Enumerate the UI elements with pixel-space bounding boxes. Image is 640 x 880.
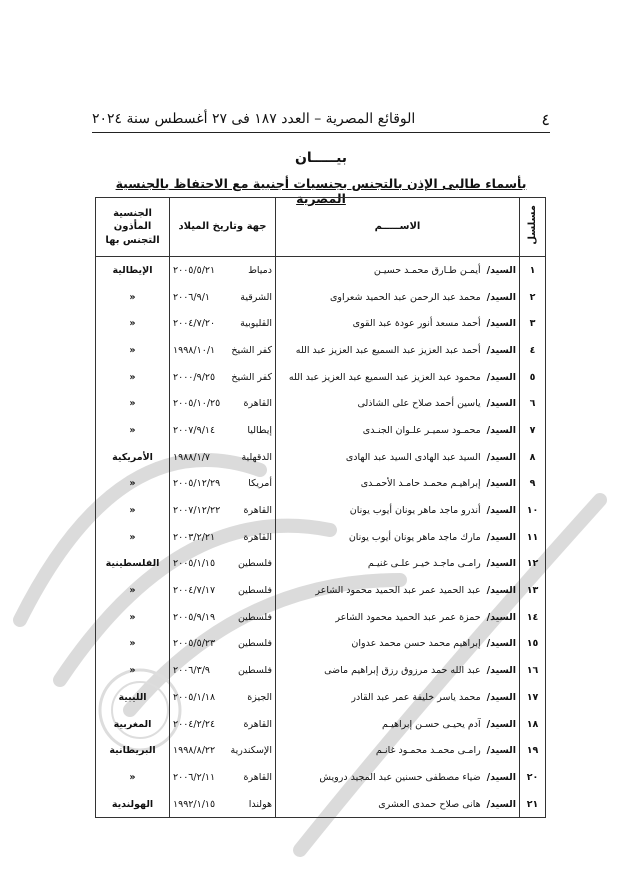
row-name-cell — [276, 497, 520, 524]
row-prefix: السيد/ — [486, 771, 516, 783]
row-nationality: المغربية — [96, 711, 170, 738]
row-serial: ٢ — [520, 284, 546, 311]
row-place: القاهرة — [243, 531, 272, 543]
row-place: القاهرة — [243, 398, 272, 410]
row-serial: ١٤ — [520, 604, 546, 631]
row-birth-cell — [170, 604, 276, 631]
row-place: أمريكا — [248, 478, 272, 490]
row-serial: ٢١ — [520, 791, 546, 818]
row-nationality: الفلسطينية — [96, 551, 170, 578]
header-name: الاســـــم — [276, 198, 520, 257]
table-row — [96, 551, 546, 578]
row-place: القاهرة — [243, 718, 272, 730]
table-row — [96, 737, 546, 764]
row-prefix: السيد/ — [486, 585, 516, 597]
table-row — [96, 764, 546, 791]
row-birth-cell — [170, 524, 276, 551]
row-prefix: السيد/ — [486, 264, 516, 276]
row-nationality: « — [96, 417, 170, 444]
table-body — [96, 257, 546, 818]
row-place: الشرقية — [240, 291, 272, 303]
row-prefix: السيد/ — [486, 291, 516, 303]
row-date: ٢٠٠٥/١٠/٢٥ — [173, 398, 221, 410]
row-serial: ١٨ — [520, 711, 546, 738]
row-date: ١٩٨٨/١/٧ — [173, 451, 211, 463]
row-birth-cell — [170, 737, 276, 764]
row-place: فلسطين — [237, 638, 272, 650]
table-row — [96, 791, 546, 818]
row-prefix: السيد/ — [486, 531, 516, 543]
row-date: ١٩٩٢/١/١٥ — [173, 798, 216, 810]
row-name-cell — [276, 764, 520, 791]
row-name: رامـى ماجـد خيـر علـى غنيـم — [367, 558, 481, 570]
row-birth-cell — [170, 471, 276, 498]
row-name: محمد ياسر خليفة عمر عبد القادر — [351, 691, 481, 703]
row-place: الإسكندرية — [230, 745, 272, 757]
row-place: دمياط — [248, 264, 272, 276]
row-serial: ١٢ — [520, 551, 546, 578]
row-name: هانى صلاح حمدى العشرى — [378, 798, 481, 810]
row-prefix: السيد/ — [486, 371, 516, 383]
row-name-cell — [276, 604, 520, 631]
row-name-cell — [276, 364, 520, 391]
table-row — [96, 631, 546, 658]
row-name: محمـود سميـر علـوان الجنـدى — [362, 424, 481, 436]
row-serial: ١١ — [520, 524, 546, 551]
row-nationality: « — [96, 497, 170, 524]
row-birth-cell — [170, 310, 276, 337]
row-name: ضياء مصطفى حسنين عبد المجيد درويش — [319, 771, 481, 783]
row-prefix: السيد/ — [486, 398, 516, 410]
table-row — [96, 257, 546, 284]
row-nationality: « — [96, 310, 170, 337]
row-prefix: السيد/ — [486, 638, 516, 650]
row-name: أحمد مسعد أنور عودة عبد القوى — [352, 318, 481, 330]
header-serial: مسلسل — [520, 198, 546, 257]
row-nationality: الهولندية — [96, 791, 170, 818]
row-serial: ١٩ — [520, 737, 546, 764]
row-serial: ٤ — [520, 337, 546, 364]
row-place: فلسطين — [237, 558, 272, 570]
row-name-cell — [276, 577, 520, 604]
row-nationality: « — [96, 604, 170, 631]
row-nationality: « — [96, 284, 170, 311]
row-date: ٢٠٠٥/٩/١٩ — [173, 611, 216, 623]
row-place: القليوبية — [240, 318, 272, 330]
row-birth-cell — [170, 284, 276, 311]
row-name-cell — [276, 471, 520, 498]
table-row — [96, 310, 546, 337]
row-nationality: « — [96, 364, 170, 391]
table-row — [96, 444, 546, 471]
table-row — [96, 337, 546, 364]
row-date: ٢٠٠٥/١/١٥ — [173, 558, 216, 570]
row-name: أندرو ماجد ماهر يونان أيوب يونان — [349, 505, 481, 517]
row-nationality: الليبية — [96, 684, 170, 711]
row-name-cell — [276, 524, 520, 551]
row-date: ٢٠٠٣/٢/٢١ — [173, 531, 216, 543]
document-title: بيـــــان — [294, 150, 348, 166]
row-nationality: « — [96, 657, 170, 684]
row-name: إبراهيـم محمـد حامـد الأحمـدى — [360, 478, 481, 490]
row-birth-cell — [170, 444, 276, 471]
row-date: ٢٠٠٧/٩/١٤ — [173, 424, 216, 436]
document-subtitle: بأسماء طالبى الإذن بالتجنس بجنسيات أجنبية مع الاحتفاظ بالجنسية المصرية — [115, 176, 527, 206]
row-birth-cell — [170, 497, 276, 524]
table-row — [96, 390, 546, 417]
row-serial: ٦ — [520, 390, 546, 417]
row-birth-cell — [170, 711, 276, 738]
row-nationality: « — [96, 390, 170, 417]
row-name-cell — [276, 337, 520, 364]
row-serial: ٩ — [520, 471, 546, 498]
applicants-table — [95, 197, 546, 818]
header-nationality: الجنسية المأذون التجنس بها — [96, 198, 170, 257]
row-nationality: « — [96, 524, 170, 551]
row-place: فلسطين — [237, 665, 272, 677]
row-prefix: السيد/ — [486, 478, 516, 490]
row-nationality: الإيطالية — [96, 257, 170, 284]
row-place: القاهرة — [243, 771, 272, 783]
row-name: محمد عبد الرحمن عبد الحميد شعراوى — [329, 291, 481, 303]
row-birth-cell — [170, 417, 276, 444]
table-row — [96, 417, 546, 444]
row-name: حمزة عمر عبد الحميد محمود الشاعر — [335, 611, 481, 623]
row-place: فلسطين — [237, 611, 272, 623]
row-serial: ٧ — [520, 417, 546, 444]
row-prefix: السيد/ — [486, 318, 516, 330]
row-name-cell — [276, 310, 520, 337]
row-prefix: السيد/ — [486, 611, 516, 623]
row-name: ياسين أحمد صلاح على الشاذلى — [357, 398, 481, 410]
row-name: أيمـن طـارق محمـد حسيـن — [373, 264, 481, 276]
row-place: الجيزة — [247, 691, 272, 703]
row-birth-cell — [170, 631, 276, 658]
row-date: ٢٠٠٥/١/١٨ — [173, 691, 216, 703]
row-date: ٢٠٠٠/٩/٢٥ — [173, 371, 216, 383]
row-birth-cell — [170, 364, 276, 391]
row-nationality: « — [96, 337, 170, 364]
row-date: ٢٠٠٧/١٢/٢٢ — [173, 505, 221, 517]
table-row — [96, 657, 546, 684]
row-prefix: السيد/ — [486, 691, 516, 703]
table-row — [96, 471, 546, 498]
row-name-cell — [276, 417, 520, 444]
row-name: عبد الله حمد مرزوق رزق إبراهيم ماضى — [324, 665, 481, 677]
row-name-cell — [276, 657, 520, 684]
row-place: القاهرة — [243, 505, 272, 517]
publication-line: الوقائع المصرية – العدد ١٨٧ فى ٢٧ أغسطس سنة ٢٠٢٤ — [92, 111, 416, 127]
header-rule — [92, 132, 550, 133]
table-row — [96, 364, 546, 391]
row-date: ٢٠٠٤/٧/١٧ — [173, 585, 216, 597]
table-row — [96, 524, 546, 551]
row-serial: ١٦ — [520, 657, 546, 684]
row-place: هولندا — [248, 798, 272, 810]
row-nationality: « — [96, 577, 170, 604]
row-nationality: الأمريكية — [96, 444, 170, 471]
row-prefix: السيد/ — [486, 505, 516, 517]
row-birth-cell — [170, 684, 276, 711]
row-birth-cell — [170, 337, 276, 364]
row-serial: ١٠ — [520, 497, 546, 524]
row-prefix: السيد/ — [486, 718, 516, 730]
row-name: مارك ماجد ماهر يونان أيوب يونان — [348, 531, 481, 543]
page-header — [92, 108, 550, 130]
row-name-cell — [276, 737, 520, 764]
row-serial: ١ — [520, 257, 546, 284]
row-name-cell — [276, 631, 520, 658]
header-birth: جهة وتاريخ الميلاد — [170, 198, 276, 257]
row-nationality: « — [96, 764, 170, 791]
row-name: السيد عبد الهادى السيد عبد الهادى — [345, 451, 481, 463]
row-prefix: السيد/ — [486, 344, 516, 356]
table-row — [96, 684, 546, 711]
row-birth-cell — [170, 791, 276, 818]
row-date: ٢٠٠٥/١٢/٢٩ — [173, 478, 221, 490]
row-serial: ٣ — [520, 310, 546, 337]
row-date: ٢٠٠٤/٢/٢٤ — [173, 718, 216, 730]
table-row — [96, 577, 546, 604]
row-serial: ١٥ — [520, 631, 546, 658]
row-prefix: السيد/ — [486, 665, 516, 677]
row-birth-cell — [170, 577, 276, 604]
row-name: محمود عبد العزيز عبد السميع عبد العزيز عبد الله — [288, 371, 481, 383]
row-serial: ١٣ — [520, 577, 546, 604]
row-date: ٢٠٠٦/٢/١١ — [173, 771, 216, 783]
row-name-cell — [276, 390, 520, 417]
row-date: ١٩٩٨/١٠/١ — [173, 344, 216, 356]
row-nationality: البريطانية — [96, 737, 170, 764]
row-name: رامـى محمـد محمـود غانـم — [375, 745, 481, 757]
row-name-cell — [276, 257, 520, 284]
row-serial: ٥ — [520, 364, 546, 391]
row-date: ٢٠٠٦/٣/٩ — [173, 665, 211, 677]
row-name: عبد الحميد عمر عبد الحميد محمود الشاعر — [315, 585, 481, 597]
row-place: إيطاليا — [247, 424, 272, 436]
row-date: ٢٠٠٤/٧/٢٠ — [173, 318, 216, 330]
table-row — [96, 497, 546, 524]
row-date: ٢٠٠٥/٥/٢١ — [173, 264, 216, 276]
row-name-cell — [276, 551, 520, 578]
row-date: ٢٠٠٥/٥/٢٣ — [173, 638, 216, 650]
row-birth-cell — [170, 657, 276, 684]
table-header-row — [96, 198, 546, 257]
row-birth-cell — [170, 551, 276, 578]
table-row — [96, 284, 546, 311]
row-nationality: « — [96, 631, 170, 658]
row-name: آدم يحيـى حسـن إبراهيـم — [382, 718, 481, 730]
row-name-cell — [276, 444, 520, 471]
row-name: أحمد عبد العزيز عبد السميع عبد العزيز عبد الله — [295, 344, 481, 356]
row-serial: ٨ — [520, 444, 546, 471]
row-date: ٢٠٠٦/٩/١ — [173, 291, 211, 303]
row-serial: ٢٠ — [520, 764, 546, 791]
row-place: فلسطين — [237, 585, 272, 597]
row-name-cell — [276, 284, 520, 311]
row-birth-cell — [170, 257, 276, 284]
table-row — [96, 604, 546, 631]
row-name-cell — [276, 791, 520, 818]
row-birth-cell — [170, 764, 276, 791]
row-place: كفر الشيخ — [231, 371, 272, 383]
table-row — [96, 711, 546, 738]
row-prefix: السيد/ — [486, 451, 516, 463]
row-name-cell — [276, 711, 520, 738]
row-date: ١٩٩٨/٨/٢٢ — [173, 745, 216, 757]
row-birth-cell — [170, 390, 276, 417]
applicants-table-wrap — [96, 197, 546, 818]
row-serial: ١٧ — [520, 684, 546, 711]
row-prefix: السيد/ — [486, 424, 516, 436]
row-prefix: السيد/ — [486, 558, 516, 570]
row-prefix: السيد/ — [486, 745, 516, 757]
row-name-cell — [276, 684, 520, 711]
row-nationality: « — [96, 471, 170, 498]
row-place: كفر الشيخ — [231, 344, 272, 356]
row-name: إبراهيم محمد حسن محمد عدوان — [351, 638, 481, 650]
row-place: الدقهلية — [241, 451, 272, 463]
row-prefix: السيد/ — [486, 798, 516, 810]
page-number: ٤ — [541, 109, 550, 129]
